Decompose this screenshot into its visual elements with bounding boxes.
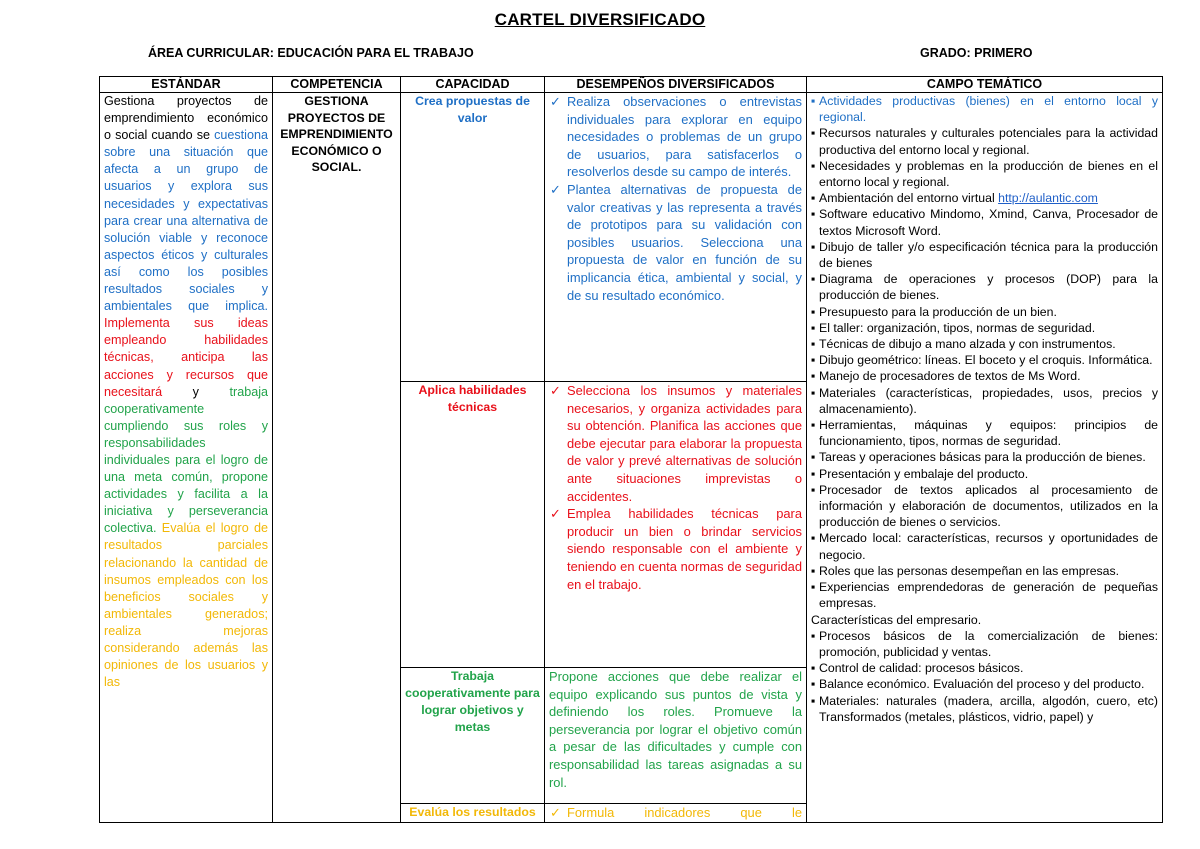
list-item: ✓ Selecciona los insumos y materiales necesarios, y organiza actividades para su obtención. Planifica las acciones que debe ejecutar para elaborar la propuesta de valor y prevé alternativas de solución ante situaciones imprevistas o accidentes. [550, 383, 802, 504]
list-item: ▪ Necesidades y problemas en la producción de bienes en el entorno local y regional. [811, 158, 1158, 190]
estandar-red: Implementa sus ideas empleando habilidades técnicas, anticipa las acciones y recursos que necesitará [104, 316, 268, 399]
square-bullet-icon: ▪ [811, 207, 816, 222]
square-bullet-icon: ▪ [811, 385, 816, 400]
square-bullet-icon: ▪ [811, 580, 816, 595]
list-item: ✓ Formula indicadores que le [550, 805, 802, 820]
check-icon: ✓ [550, 506, 561, 522]
square-bullet-icon: ▪ [811, 450, 816, 465]
estandar-and: y [192, 384, 199, 399]
area-curricular: ÁREA CURRICULAR: EDUCACIÓN PARA EL TRABAJO [148, 46, 474, 60]
list-item: ▪ Procesador de textos aplicados al procesamiento de información y elaboración de documentos, utilizados en la producción de bienes o servicios. [811, 482, 1158, 530]
desempenos-evalua [545, 804, 807, 823]
square-bullet-icon: ▪ [811, 693, 816, 708]
list-item: ▪ Software educativo Mindomo, Xmind, Canva, Procesador de textos Microsoft Word. [811, 207, 1158, 238]
square-bullet-icon: ▪ [811, 531, 816, 546]
square-bullet-icon: ▪ [811, 661, 816, 676]
campo-tematico-cell [807, 93, 1163, 823]
list-item: ▪ Balance económico. Evaluación del proceso y del producto. [811, 677, 1145, 692]
check-icon: ✓ [550, 181, 561, 197]
square-bullet-icon: ▪ [811, 158, 816, 173]
square-bullet-icon: ▪ [811, 418, 816, 433]
row-crea [100, 93, 1163, 382]
list-item: ▪ Experiencias emprendedoras de generación de pequeñas empresas. [811, 580, 1158, 611]
square-bullet-icon: ▪ [811, 126, 816, 141]
square-bullet-icon: ▪ [811, 304, 816, 319]
desempenos-crea [545, 93, 807, 382]
square-bullet-icon: ▪ [811, 272, 816, 287]
list-item: ▪ Recursos naturales y culturales potenciales para la actividad productiva del entorno local y regional. [811, 126, 1158, 157]
col-header-competencia: COMPETENCIA [273, 77, 401, 93]
list-item: ▪ Dibujo geométrico: líneas. El boceto y el croquis. Informática. [811, 353, 1153, 368]
capacidad-evalua: Evalúa los resultados [401, 804, 545, 823]
col-header-desempenos: DESEMPEÑOS DIVERSIFICADOS [545, 77, 807, 93]
header-row [100, 77, 1163, 93]
col-header-estandar: ESTÁNDAR [100, 77, 273, 93]
desempenos-trabaja: Propone acciones que debe realizar el equipo explicando sus puntos de vista y definiendo los roles. Promueve la perseverancia por lograr el objetivo común a pesar de las dificultades y cumple con responsabilidad las tareas asignadas a su rol. [545, 668, 807, 804]
list-item: ▪ Diagrama de operaciones y procesos (DOP) para la producción de bienes. [811, 272, 1158, 303]
list-item: ▪ Actividades productivas (bienes) en el entorno local y regional. [811, 94, 1158, 125]
list-item: ▪ Manejo de procesadores de textos de Ms Word. [811, 369, 1081, 384]
capacidad-trabaja: Trabaja cooperativamente para lograr objetivos y metas [401, 668, 545, 804]
square-bullet-icon: ▪ [811, 563, 816, 578]
square-bullet-icon: ▪ [811, 628, 816, 643]
estandar-yellow: Evalúa el logro de resultados parciales relacionando la cantidad de insumos empleados con los beneficios sociales y ambientales generados; realiza mejoras considerando además las opiniones de los usuarios y las [104, 521, 268, 690]
square-bullet-icon: ▪ [811, 482, 816, 497]
list-item: ▪ Ambientación del entorno virtual http://aulantic.com [811, 191, 1098, 206]
estandar-black: Gestiona proyectos de emprendimiento económico o social cuando se [104, 94, 268, 143]
square-bullet-icon: ▪ [811, 369, 816, 384]
estandar-blue: cuestiona sobre una situación que afecta a un grupo de usuarios y explora sus necesidades y expectativas para crear una alternativa de solución viable y reconoce aspectos éticos y culturales así como los posibles resultados sociales y ambientales que implica. [104, 128, 268, 314]
list-item: ▪ Herramientas, máquinas y equipos: principios de funcionamiento, tipos, normas de seguridad. [811, 418, 1158, 449]
list-item: ▪ Presupuesto para la producción de un bien. [811, 304, 1057, 319]
col-header-campo: CAMPO TEMÁTICO [807, 77, 1163, 93]
campo-plain-line: Características del empresario. [811, 612, 982, 627]
square-bullet-icon: ▪ [811, 677, 816, 692]
list-item: ▪ Procesos básicos de la comercialización de bienes: promoción, publicidad y ventas. [811, 628, 1158, 659]
list-item: ▪ Dibujo de taller y/o especificación técnica para la producción de bienes [811, 239, 1158, 271]
estandar-green: trabaja cooperativamente cumpliendo sus roles y responsabilidades individuales para el logro de una meta común, propone actividades y facilita a la iniciativa y perseverancia colectiva. [104, 384, 269, 536]
aulantic-link[interactable]: http://aulantic.com [998, 191, 1098, 206]
list-item: ▪ Control de calidad: procesos básicos. [811, 661, 1024, 676]
competencia-cell: GESTIONA PROYECTOS DE EMPRENDIMIENTO ECONÓMICO O SOCIAL. [273, 93, 401, 823]
list-item: ▪ Mercado local: características, recursos y oportunidades de negocio. [811, 531, 1158, 562]
check-icon: ✓ [550, 805, 561, 820]
list-item: ✓ Plantea alternativas de propuesta de valor creativas y las representa a través de prototipos para su validación con posibles usuarios. Selecciona una propuesta de valor en función de su implicancia ética, ambiental y social, y de su resultado económico. [550, 181, 802, 303]
square-bullet-icon: ▪ [811, 466, 816, 481]
list-item: ▪ Técnicas de dibujo a mano alzada y con instrumentos. [811, 337, 1116, 352]
list-item: ✓ Emplea habilidades técnicas para producir un bien o brindar servicios siendo responsable con el ambiente y teniendo en cuenta normas de seguridad en el trabajo. [550, 506, 802, 592]
square-bullet-icon: ▪ [811, 191, 816, 206]
list-item: ▪ El taller: organización, tipos, normas de seguridad. [811, 320, 1096, 335]
square-bullet-icon: ▪ [811, 320, 816, 335]
estandar-cell [100, 93, 273, 823]
list-item: ▪ Roles que las personas desempeñan en las empresas. [811, 563, 1120, 578]
page-title: CARTEL DIVERSIFICADO [494, 10, 706, 29]
capacidad-crea: Crea propuestas de valor [401, 93, 545, 382]
cartel-table [99, 76, 1163, 823]
check-icon: ✓ [550, 94, 561, 109]
col-header-capacidad: CAPACIDAD [401, 77, 545, 93]
check-icon: ✓ [550, 383, 561, 398]
list-item: ▪ Presentación y embalaje del producto. [811, 466, 1029, 481]
list-item: ✓ Realiza observaciones o entrevistas individuales para explorar en equipo necesidades o problemas de un grupo de usuarios, para satisfacerlos o resolverlos desde su campo de interés. [550, 94, 802, 180]
list-item: ▪ Materiales: naturales (madera, arcilla, algodón, cuero, etc) Transformados (metales, plásticos, vidrio, papel) y [811, 693, 1158, 724]
square-bullet-icon: ▪ [811, 353, 816, 368]
desempenos-aplica [545, 382, 807, 668]
grado: GRADO: PRIMERO [920, 46, 1033, 60]
list-item: ▪ Materiales (características, propiedades, usos, precios y almacenamiento). [811, 385, 1158, 416]
square-bullet-icon: ▪ [811, 239, 816, 254]
capacidad-aplica: Aplica habilidades técnicas [401, 382, 545, 668]
square-bullet-icon: ▪ [811, 337, 816, 352]
square-bullet-icon: ▪ [811, 94, 816, 108]
list-item: ▪ Tareas y operaciones básicas para la producción de bienes. [811, 450, 1146, 465]
